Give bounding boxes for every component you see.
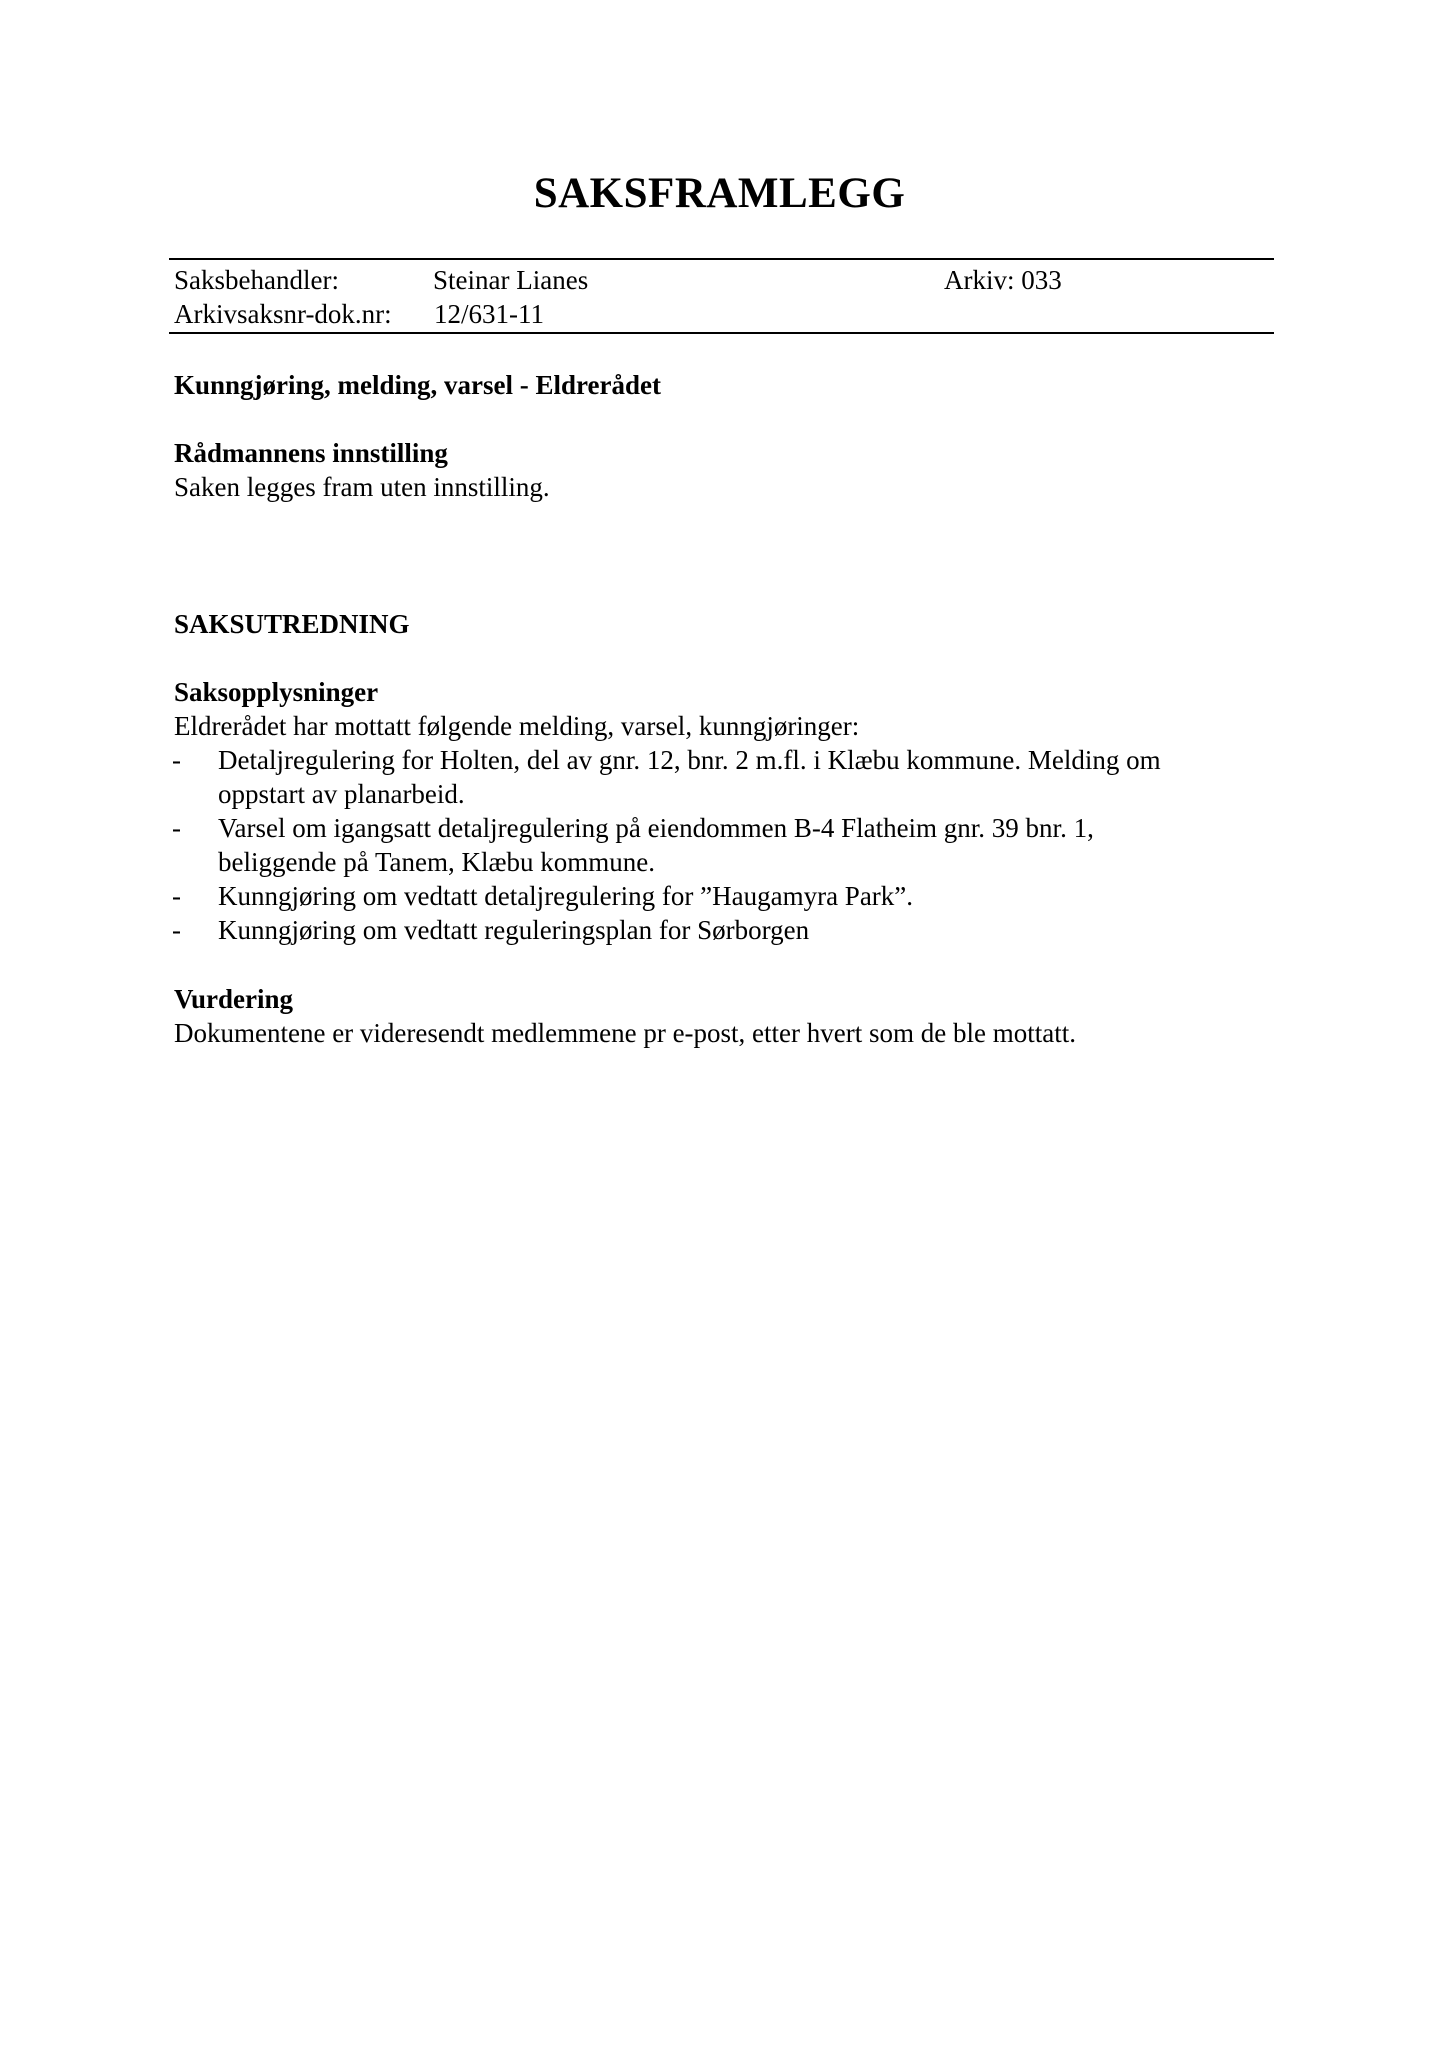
- case-title: Kunngjøring, melding, varsel - Eldrerådet: [174, 370, 662, 400]
- list-item-dash: -: [172, 881, 181, 911]
- list-item-dash: -: [172, 915, 181, 945]
- arkiv-value: Arkiv: 033: [944, 265, 1062, 295]
- vurdering-text: Dokumentene er videresendt medlemmene pr e-post, etter hvert som de ble mottatt.: [174, 1018, 1076, 1048]
- saksopplysninger-heading: Saksopplysninger: [174, 677, 379, 707]
- list-item-text-continued: oppstart av planarbeid.: [218, 779, 465, 809]
- header-row-arkivsaksnr: [174, 297, 1274, 331]
- list-item-text-continued: beliggende på Tanem, Klæbu kommune.: [218, 847, 656, 877]
- arkivsaksnr-value: 12/631-11: [434, 299, 544, 329]
- list-item-text: Detaljregulering for Holten, del av gnr. 12, bnr. 2 m.fl. i Klæbu kommune. Melding om: [218, 745, 1161, 775]
- header-bottom-rule: [169, 332, 1274, 334]
- vurdering-heading: Vurdering: [174, 984, 294, 1014]
- list-item-text: Kunngjøring om vedtatt reguleringsplan for Sørborgen: [218, 915, 810, 945]
- arkivsaksnr-label: Arkivsaksnr-dok.nr:: [174, 299, 392, 329]
- list-item-dash: -: [172, 745, 181, 775]
- saksopplysninger-intro: Eldrerådet har mottatt følgende melding, varsel, kunngjøringer:: [174, 711, 860, 741]
- saksbehandler-value: Steinar Lianes: [433, 265, 589, 295]
- radmann-text: Saken legges fram uten innstilling.: [174, 472, 550, 502]
- radmann-heading: Rådmannens innstilling: [174, 438, 448, 468]
- list-item-text: Varsel om igangsatt detaljregulering på eiendommen B-4 Flatheim gnr. 39 bnr. 1,: [218, 813, 1094, 843]
- saksutredning-heading: SAKSUTREDNING: [174, 609, 410, 639]
- list-item-dash: -: [172, 813, 181, 843]
- document-title: SAKSFRAMLEGG: [533, 170, 906, 217]
- saksbehandler-label: Saksbehandler:: [174, 265, 339, 295]
- list-item-text: Kunngjøring om vedtatt detaljregulering for ”Haugamyra Park”.: [218, 881, 914, 911]
- header-row-saksbehandler: [174, 263, 1274, 297]
- header-top-rule: [169, 258, 1274, 260]
